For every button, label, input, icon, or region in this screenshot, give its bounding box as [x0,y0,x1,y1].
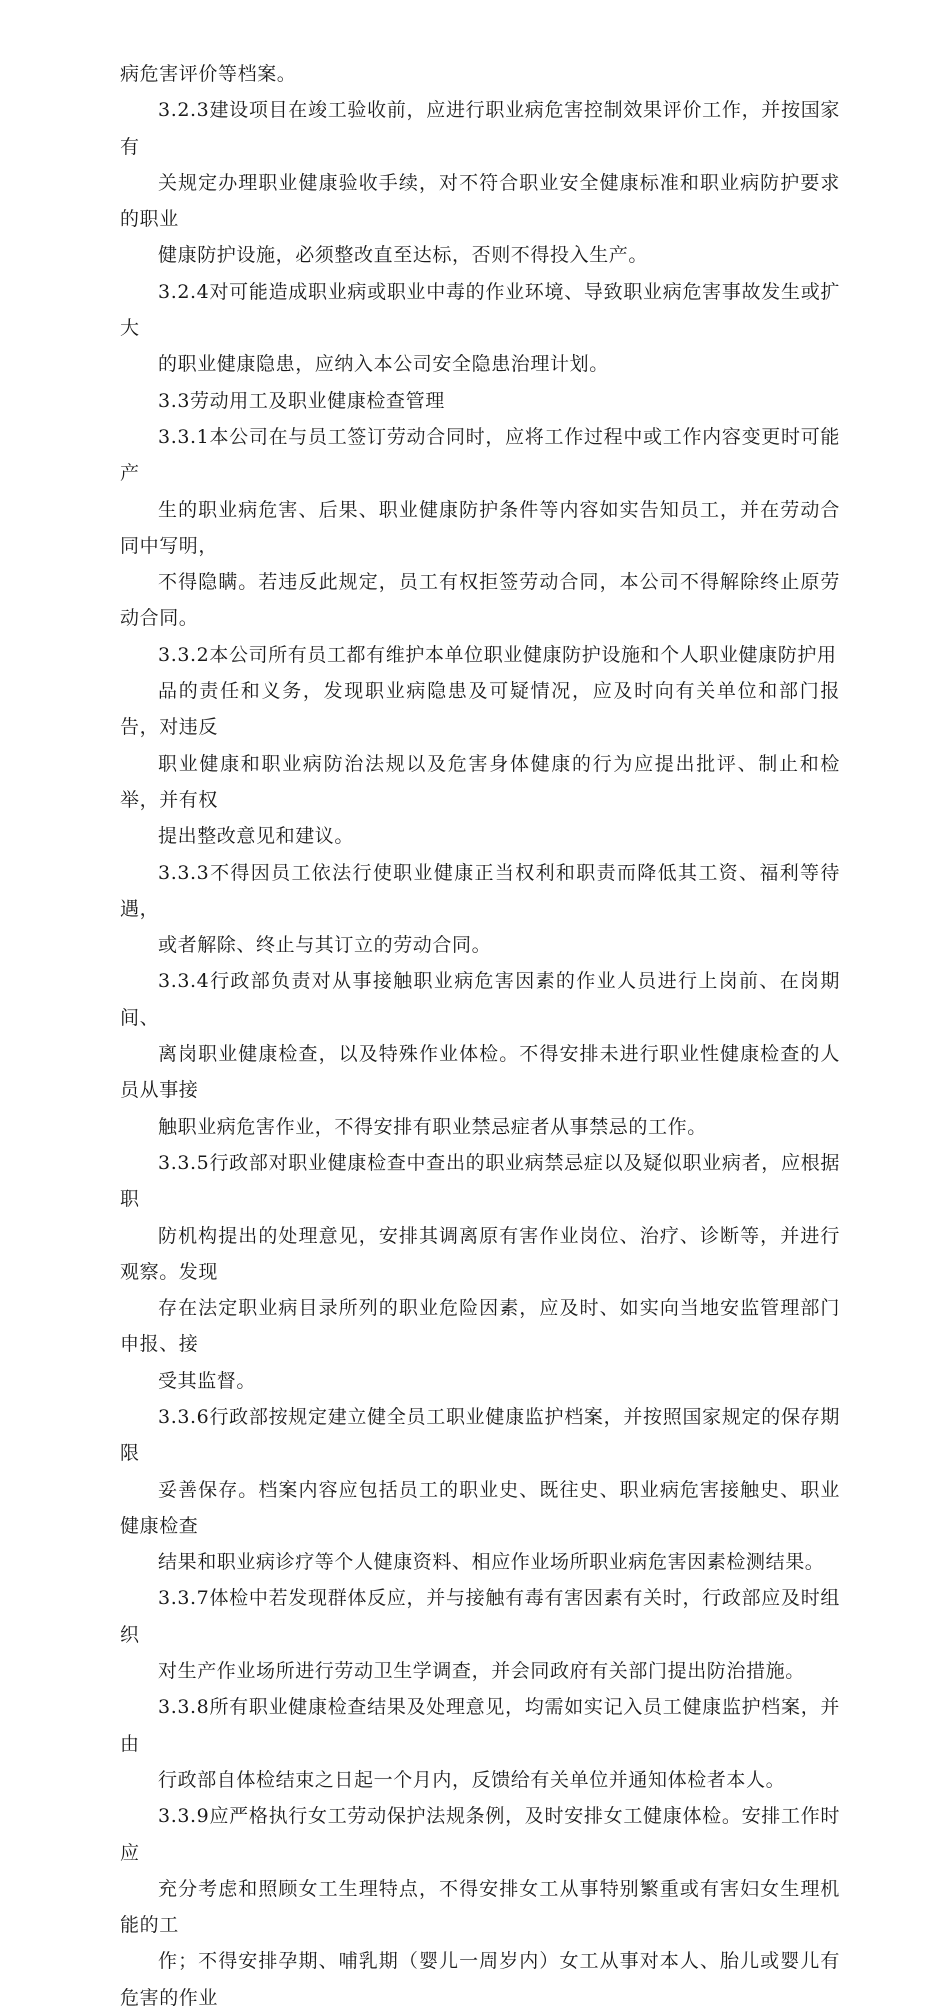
text-line: 对生产作业场所进行劳动卫生学调查，并会同政府有关部门提出防治措施。 [158,1660,805,1683]
text-line: 结果和职业病诊疗等个人健康资料、相应作业场所职业病危害因素检测结果。 [158,1551,825,1574]
paragraph-3-3-2 [120,637,840,855]
text-line: 病危害评价等档案。 [120,63,297,85]
paragraph-3-3-9 [120,1798,840,2016]
paragraph-3-3-1 [120,419,840,637]
text-line: 提出整改意见和建议。 [158,825,355,848]
text-line: 职业健康和职业病防治法规以及危害身体健康的行为应提出批评、制止和检举，并有权 [120,752,840,811]
text-line: 3.3.5行政部对职业健康检查中查出的职业病禁忌症以及疑似职业病者，应根据职 [120,1151,840,1211]
text-line: 3.3.4行政部负责对从事接触职业病危害因素的作业人员进行上岗前、在岗期间、 [120,970,840,1029]
text-line: 品的责任和义务，发现职业病隐患及可疑情况，应及时向有关单位和部门报告，对违反 [120,680,840,739]
text-line: 3.3.6行政部按规定建立健全员工职业健康监护档案，并按照国家规定的保存期限 [120,1405,840,1465]
document-page [120,56,840,2016]
text-line: 关规定办理职业健康验收手续，对不符合职业安全健康标准和职业病防护要求的职业 [120,171,840,231]
paragraph-3-3-4 [120,963,840,1144]
text-line: 健康防护设施，必须整改直至达标，否则不得投入生产。 [158,244,649,267]
text-line: 3.3.7体检中若发现群体反应，并与接触有毒有害因素有关时，行政部应及时组织 [120,1587,840,1646]
text-line: 3.3.9应严格执行女工劳动保护法规条例，及时安排女工健康体检。安排工作时应 [120,1805,840,1864]
paragraph-3-3-3 [120,855,840,964]
paragraph-continuation [120,56,840,92]
text-line: 3.3.2本公司所有员工都有维护本单位职业健康防护设施和个人职业健康防护用 [158,643,837,666]
text-line: 不得隐瞒。若违反此规定，员工有权拒签劳动合同，本公司不得解除终止原劳动合同。 [120,571,840,630]
text-line: 防机构提出的处理意见，安排其调离原有害作业岗位、治疗、诊断等，并进行观察。发现 [120,1224,840,1283]
text-line: 行政部自体检结束之日起一个月内，反馈给有关单位并通知体检者本人。 [158,1768,786,1791]
text-line: 离岗职业健康检查，以及特殊作业体检。不得安排未进行职业性健康检查的人员从事接 [120,1043,840,1102]
text-line: 3.3.1本公司在与员工签订劳动合同时，应将工作过程中或工作内容变更时可能产 [120,425,840,485]
text-line: 受其监督。 [158,1369,257,1392]
text-line: 或者解除、终止与其订立的劳动合同。 [158,934,492,957]
text-line: 3.3劳动用工及职业健康检查管理 [158,389,445,412]
text-line: 存在法定职业病目录所列的职业危险因素，应及时、如实向当地安监管理部门申报、接 [120,1297,840,1356]
paragraph-3-3-6 [120,1399,840,1580]
paragraph-3-3-7 [120,1580,840,1689]
paragraph-3-3-5 [120,1145,840,1399]
paragraph-3-3-8 [120,1689,840,1798]
text-line: 生的职业病危害、后果、职业健康防护条件等内容如实告知员工，并在劳动合同中写明， [120,498,840,557]
text-line: 3.3.8所有职业健康检查结果及处理意见，均需如实记入员工健康监护档案，并由 [120,1696,840,1755]
text-line: 作；不得安排孕期、哺乳期（婴儿一周岁内）女工从事对本人、胎儿或婴儿有危害的作业 [120,1950,840,2009]
text-line: 3.2.4对可能造成职业病或职业中毒的作业环境、导致职业病危害事故发生或扩大 [120,280,840,340]
paragraph-3-2-4 [120,274,840,383]
text-line: 的职业健康隐患，应纳入本公司安全隐患治理计划。 [158,353,609,376]
paragraph-3-2-3 [120,92,840,273]
section-heading-3-3 [120,383,840,419]
text-line: 触职业病危害作业，不得安排有职业禁忌症者从事禁忌的工作。 [158,1115,707,1138]
text-line: 3.2.3建设项目在竣工验收前，应进行职业病危害控制效果评价工作，并按国家有 [120,99,840,158]
text-line: 充分考虑和照顾女工生理特点，不得安排女工从事特别繁重或有害妇女生理机能的工 [120,1877,840,1937]
text-line: 妥善保存。档案内容应包括员工的职业史、既往史、职业病危害接触史、职业健康检查 [120,1478,840,1537]
text-line: 3.3.3不得因员工依法行使职业健康正当权利和职责而降低其工资、福利等待遇， [120,861,840,920]
